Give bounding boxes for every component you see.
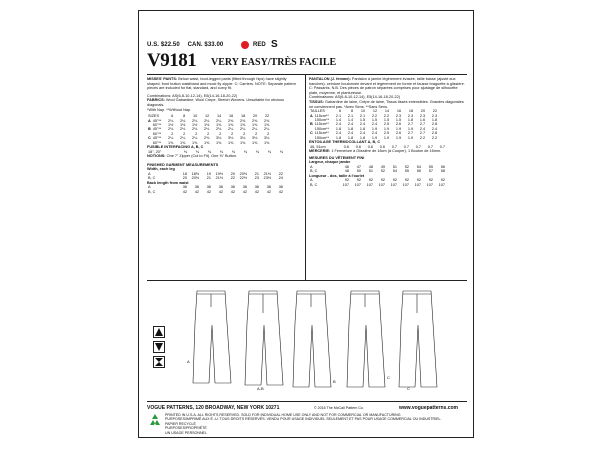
yardage-table-fr: TAILLES 6 8 10 12 14 16 18 20 22 A 115cm** 2.1 2.1 2.1 2.2 2.2 2.3 2.3 2.3 2.3 150cm** 1.4 1.4 1.5 1.5 1.5 1.5 1.8 1.6 1.8 B 115cm** 2.4 2.4 2.4 2.4 2.5 2.6 2.7 2.7 2.8 150cm** 1.8 1.8 1.8 1.9 1.9 1.9 1.9 2.4 2.4 C 115cm** 2.4 2.4 2.4 2.4 2.5 2.6 2.7 2.7 2.8 150cm** 1.8 1.8 1.8 1.9 1.9 1.9 1.9 2.2 2.2 [310,109,438,140]
website: www.voguepatterns.com [399,405,458,411]
length-table [147,185,284,194]
red-dot-icon [241,41,249,49]
table-row: A 115cm** 2.1 2.1 2.1 2.2 2.2 2.3 2.3 2.3 2.3 [310,113,438,118]
view-label-c: C [387,375,390,380]
table-row: C 115cm** 2.4 2.4 2.4 2.4 2.5 2.6 2.7 2.7 2.8 [310,131,438,136]
table-row: 60"** 1½ 1½ 1½ 1½ 1⅝ 1⅝ 1⅝ 1⅝ 1⅝ [152,122,270,127]
copyright: © 2016 The McCall Pattern Co. [314,406,364,410]
view-label-c-2: C [407,386,410,391]
width-title: Width, each leg [147,167,175,172]
table-row: 60"** 1⅝ 1⅝ 1⅝ 1⅝ 1⅝ 1⅝ 1⅝ 1⅝ 1⅝ [152,140,270,145]
table-row: B 45"** 2⅛ 2⅛ 2⅛ 2⅛ 2⅛ 2¼ 2¼ 2¼ 2¼ [148,127,270,132]
combinations: Combinations: AS(6-8-10-12-14), E5(14-16-18-20-22) [147,93,238,98]
pants-view-c-front [347,291,385,387]
us-price: U.S. $22.50 [147,42,180,48]
view-label-a-b: A-B [257,386,264,391]
table-row: 150cm** 1.8 1.8 1.8 1.9 1.9 1.9 1.9 2.4 2.4 [314,126,438,131]
width-table-fr [309,165,446,174]
table-row: B, C 20 20½ 21 21½ 22 22½ 23 23½ 24 [148,176,283,181]
table-row: C 45"** 2¼ 2¼ 2¼ 2⅜ 3⅛ 3⅛ 3⅛ 3⅛ 3⅛ [148,136,270,141]
size-label: S [271,39,278,50]
yardage-table: SIZES 6 8 10 12 14 16 18 20 22 A 45"** 2⅛ 2⅛ 2⅛ 2⅛ 2¼ 2⅜ 2⅜ 2⅜ 2⅜ 60"** 1½ 1½ 1½ 1½ 1⅝ 1⅝ 1⅝ 1⅝ 1⅝ B 45"** 2⅛ 2⅛ 2⅛ 2⅛ 2⅛ 2¼ 2¼ 2¼ 2¼ 60"** 2 2 2 2 2 2 2 2 2 C 45"** 2¼ 2¼ 2¼ 2⅜ 3⅛ 3⅛ 3⅛ 3⅛ 3⅛ 60"** 1⅝ 1⅝ 1⅝ 1⅝ 1⅝ 1⅝ 1⅝ 1⅝ 1⅝ [148,114,270,145]
column-divider [305,75,306,280]
table-row: A 92 92 92 92 92 92 92 92 92 [310,178,445,183]
finished-title-fr: MESURES DU VÊTEMENT FINI [309,155,365,160]
description: MISSES' PANTS: Below waist, boot-legged pants (fitted through hips) have slightly shaped, front button waistband and mock fly zipper. C: Carriers. NOTE: Separate pattern pieces are included for flat, standard, and curvy fit. [147,77,296,91]
table-row: B 115cm** 2.4 2.4 2.4 2.4 2.5 2.6 2.7 2.7 2.8 [310,122,438,127]
can-price: CAN. $33.00 [187,42,224,48]
table-row: A 36 36 36 36 36 36 36 36 36 [148,185,283,190]
width-table [147,172,284,181]
table-row: A 46 47 48 49 51 52 54 55 56 [310,164,445,169]
combinations-fr: Combinaisons: AS(6-8-10-12-14), E5(14-16-18-20-22) [309,95,400,100]
english-column [147,77,301,194]
fabrics: FABRICS: Wool Gabardine, Wool Crepe, Stretch Wovens. Unsuitable for obvious diagonals. [147,98,284,107]
pants-view-a-front [193,291,231,383]
pants-view-c-back [399,291,437,387]
table-row: A 45"** 2⅛ 2⅛ 2⅛ 2⅛ 2¼ 2⅜ 2⅜ 2⅜ 2⅜ [148,118,270,123]
table-row: 150cm** 1.4 1.4 1.5 1.5 1.5 1.5 1.8 1.6 1.8 [314,117,438,122]
view-label-b: B [333,379,336,384]
pants-view-b-front [293,291,331,387]
table-row: B, C 107 107 107 107 107 107 107 107 107 [310,182,445,187]
pants-line-drawings [147,283,467,391]
table-row: 60"** 2 2 2 2 2 2 2 2 2 [152,131,270,136]
description-fr: PANTALON (J. femme): Pantalon à jambe légèrement évasée, taille basse (ajusté aux hanches), ceinture boutonnée devant et légèrement en forme et fausse braguette à glissière. C: Passants. N.B. Des pièces de patron séparées comprises pour ajustage de silhouette plate, moyenne, et plantureuse. [309,77,465,95]
pattern-envelope-back [138,10,474,438]
header-divider [147,74,467,75]
french-column [309,77,467,187]
table-row: B, C 42 42 42 42 42 42 42 42 42 [148,189,283,194]
interfacing-title-fr: ENTOILAGE THERMOCOLLANT A, B, C [309,140,381,144]
length-title: Back length from waist [147,180,189,185]
length-table-fr [309,178,446,187]
nap-note: *With Nap. **Without Nap. [147,107,192,112]
ease-label: VERY EASY/TRÈS FACILE [211,57,337,68]
length-title-fr: Longueur - dos, taille à l'ourlet [309,173,365,178]
table-row: 18", 20" ⅜ ⅜ ⅜ ⅜ ⅜ ⅜ ⅜ ⅜ ⅜ [148,149,283,154]
notions-fr: MERCERIE: 1 Fermeture à Glissière de 18cm (à Couper). 1 Bouton de 16mm. [309,149,442,153]
finished-title: FINISHED GARMENT MEASUREMENTS [147,162,219,167]
triangle-up-icon [153,326,165,338]
nap-symbols [153,326,165,371]
width-title-fr: Largeur, chaque jambe [309,160,351,165]
footer-divider [147,401,467,402]
view-label-a: A [187,359,190,364]
table-row: A 18 18½ 19 19½ 20 20½ 21 21½ 22 [148,171,283,176]
fabrics-fr: TISSUS: Gabardine de laine, Crêpe de laine, Tissus tissés extensibles. Grandes diagonales ne conviennent pas. *Avec Sens. **Sans Sens. [309,99,464,109]
table-row: 46, 51cm 0.6 0.6 0.6 0.6 0.7 0.7 0.7 0.7 0.7 [310,144,445,149]
color-label: RED [253,42,266,48]
pants-view-a-b-back [245,291,283,385]
interfacing-title: FUSIBLE INTERFACING A, B, C [147,145,204,149]
recycle-icon [148,413,162,427]
notions: NOTIONS: One 7" Zipper (Cut to Fit). One ⅝" Button. [147,154,238,158]
company-address: VOGUE PATTERNS, 120 BROADWAY, NEW YORK 10271 [147,405,280,411]
table-row: 150cm** 1.8 1.8 1.8 1.9 1.9 1.9 1.9 2.2 2.2 [314,135,438,140]
price-line [147,42,229,48]
legal-text: PRINTED IN U.S.A. ALL RIGHTS RESERVED. SOLD FOR INDIVIDUAL HOME USE ONLY AND NOT FOR COMMERCIAL OR MANUFACTURING PURPOSES/IMPRIMÉ AUX É.-U. TOUS DROITS RÉSERVÉS. VENDU POUR USAGE INDIVIDUEL SEULEMENT ET PAS POUR USAGE COMMERCIAL OU INDUSTRIEL. PAPIER RECYCLÉ PURPOSES/PROPRIÉTÉ UN USAGE PERSONNEL [165,413,442,435]
pattern-number: V9181 [147,50,197,71]
figures-divider [147,280,467,281]
table-row: B, C 48 50 51 52 54 55 56 57 58 [310,169,445,174]
triangle-down-icon [153,341,165,353]
hourglass-icon [153,356,165,368]
